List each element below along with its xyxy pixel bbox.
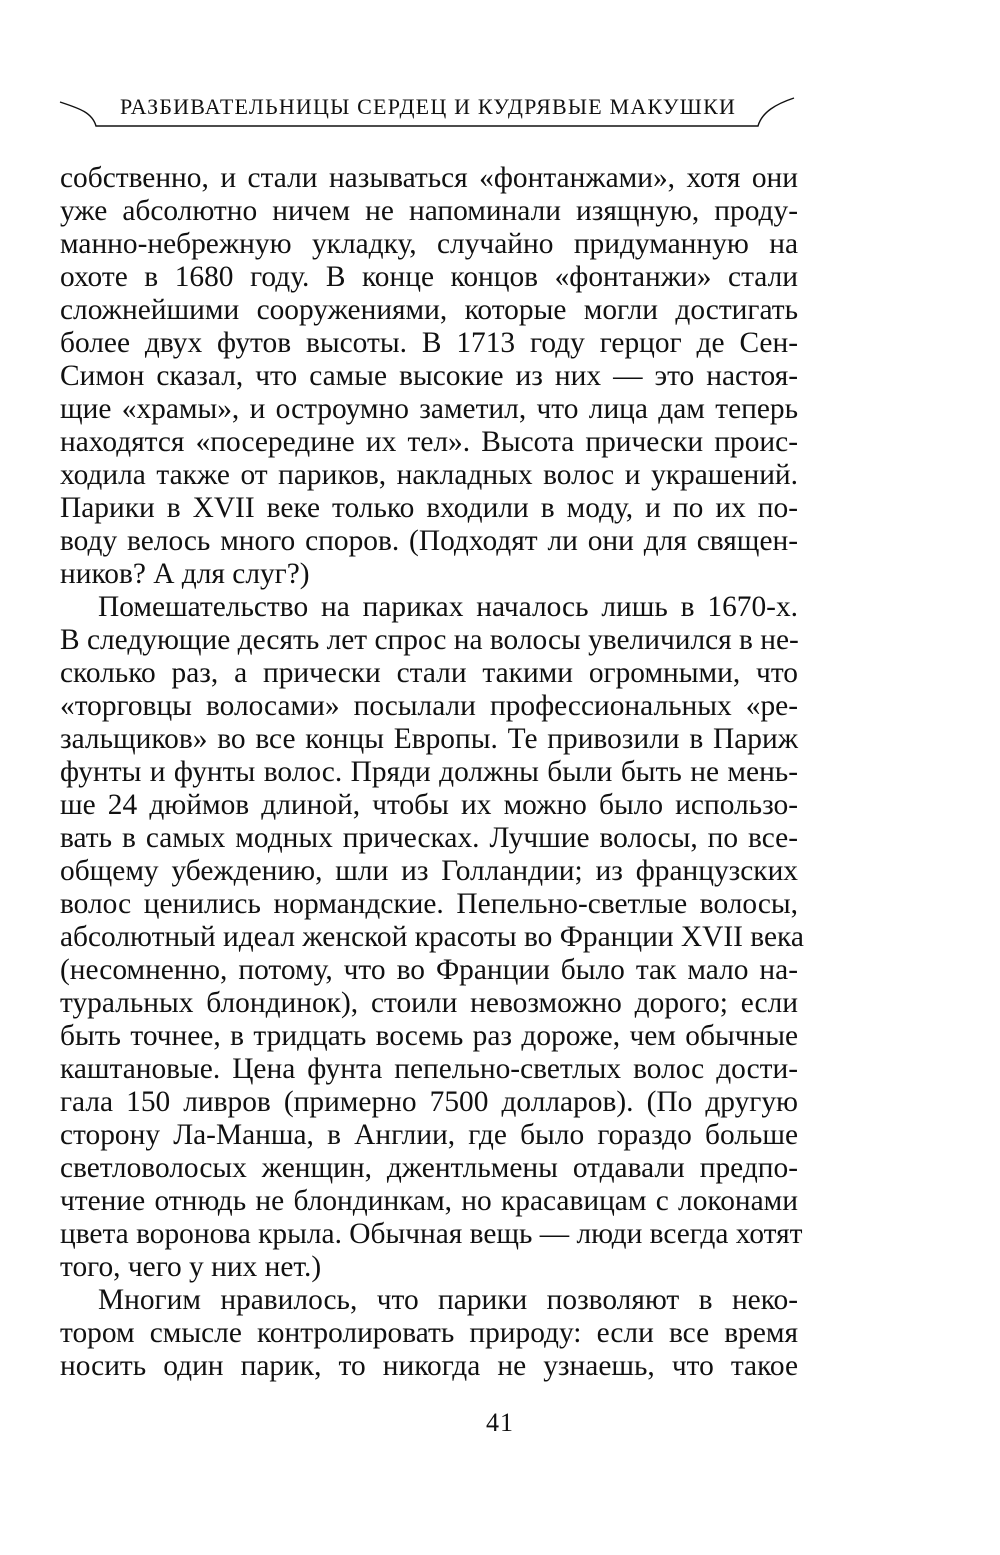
text-line: цвета воронова крыла. Обычная вещь — люди всегда хотят: [60, 1218, 803, 1250]
page-number: 41: [486, 1408, 514, 1437]
text-line: щие «храмы», и остроумно заметил, что лица дам теперь: [60, 393, 798, 425]
text-line: уже абсолютно ничем не напоминали изящную, проду-: [60, 195, 798, 227]
text-line: абсолютный идеал женской красоты во Франции XVII века: [60, 921, 804, 953]
text-line: волос ценились нормандские. Пепельно-светлые волосы,: [60, 888, 798, 920]
text-line: чтение отнюдь не блондинкам, но красавицам с локонами: [60, 1185, 798, 1217]
text-line: манно-небрежную укладку, случайно придуманную на: [60, 228, 798, 260]
body-text: [60, 162, 804, 1383]
text-line: Многим нравилось, что парики позволяют в неко-: [98, 1284, 798, 1316]
text-line: зальщиков» во все концы Европы. Те привозили в Париж: [60, 723, 798, 755]
paragraph-1: [60, 162, 798, 591]
text-line: общему убеждению, шли из Голландии; из французских: [60, 855, 798, 887]
text-line: Парики в XVII веке только входили в моду, и по их по-: [60, 492, 798, 524]
running-title: РАЗБИВАТЕЛЬНИЦЫ СЕРДЕЦ И КУДРЯВЫЕ МАКУШКИ: [119, 94, 737, 119]
running-header: [58, 82, 798, 132]
text-line: В следующие десять лет спрос на волосы увеличился в не-: [60, 624, 799, 656]
text-line: ников? А для слуг?): [60, 558, 310, 590]
text-line: вать в самых модных прическах. Лучшие волосы, по все-: [60, 822, 798, 854]
text-line: ходила также от париков, накладных волос и украшений.: [60, 459, 798, 491]
text-line: быть точнее, в тридцать восемь раз дороже, чем обычные: [60, 1020, 798, 1052]
text-line: фунты и фунты волос. Пряди должны были быть не мень-: [60, 756, 798, 788]
text-line: тором смысле контролировать природу: если все время: [60, 1317, 798, 1349]
text-line: сложнейшими сооружениями, которые могли достигать: [60, 294, 798, 326]
text-line: светловолосых женщин, джентльмены отдавали предпо-: [60, 1152, 798, 1184]
text-line: Помешательство на париках началось лишь в 1670-х.: [98, 591, 798, 623]
paragraph-3: [60, 1284, 798, 1383]
text-line: воду велось много споров. (Подходят ли они для священ-: [60, 525, 798, 557]
text-line: «торговцы волосами» посылали профессиональных «ре-: [60, 690, 798, 722]
text-line: гала 150 ливров (примерно 7500 долларов). (По другую: [60, 1086, 798, 1118]
text-line: того, чего у них нет.): [60, 1251, 322, 1283]
text-line: сколько раз, а прически стали такими огромными, что: [60, 657, 798, 689]
text-line: каштановые. Цена фунта пепельно-светлых волос дости-: [60, 1053, 798, 1085]
text-line: туральных блондинок), стоили невозможно дорого; если: [60, 987, 798, 1019]
text-line: более двух футов высоты. В 1713 году герцог де Сен-: [60, 327, 798, 359]
text-line: собственно, и стали называться «фонтанжами», хотя они: [60, 162, 798, 194]
text-line: носить один парик, то никогда не узнаешь, что такое: [60, 1350, 798, 1382]
text-line: находятся «посередине их тел». Высота прически проис-: [60, 426, 798, 458]
text-line: Симон сказал, что самые высокие из них — это настоя-: [60, 360, 798, 392]
text-line: сторону Ла-Манша, в Англии, где было гораздо больше: [60, 1119, 798, 1151]
paragraph-2: [60, 591, 804, 1284]
text-line: ше 24 дюймов длиной, чтобы их можно было использо-: [60, 789, 798, 821]
text-line: охоте в 1680 году. В конце концов «фонтанжи» стали: [60, 261, 798, 293]
text-line: (несомненно, потому, что во Франции было так мало на-: [60, 954, 798, 986]
